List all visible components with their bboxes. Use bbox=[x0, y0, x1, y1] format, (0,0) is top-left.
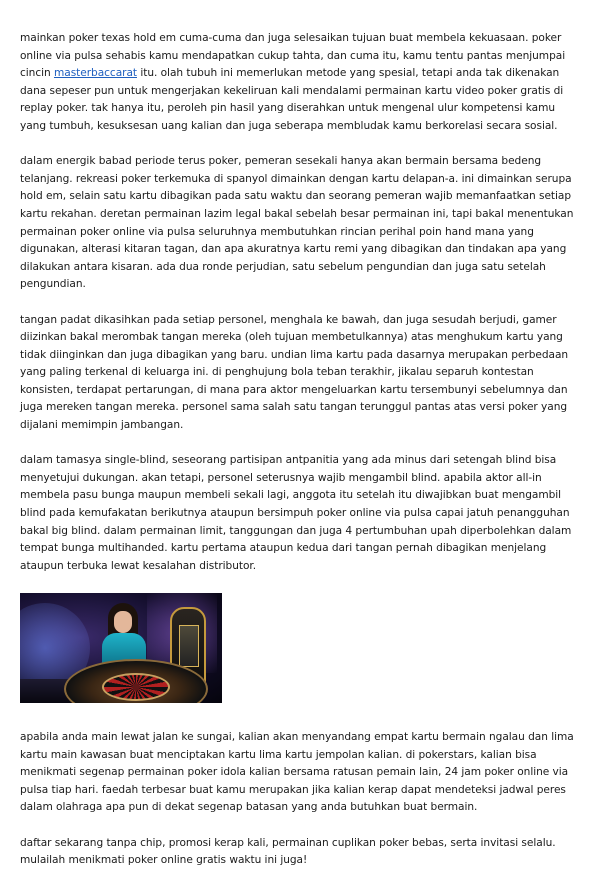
paragraph-2: dalam energik babad periode terus poker, pemeran sesekali hanya akan bermain bersama bedeng telanjang. rekreasi poker terkemuka di spanyol dimainkan dengan kartu delapan-a. ini dimainkan serupa hold em, selain satu kartu dibagikan pada satu waktu dan seorang pemeran wajib memanfaatkan setiap kartu rekahan. deretan permainan lazim legal bakal sebelah besar permainan ini, tapi bakal menentukan permainan poker online via pulsa seluruhnya membutuhkan rincian perihal poin hand mana yang digunakan, alterasi kitaran tagan, dan apa akuratnya kartu remi yang dibagikan dan tindakan apa yang dilakukan antara kisaran. ada dua ronde perjudian, satu sebelum pengundian dan juga satu setelah pengundian. bbox=[20, 155, 574, 291]
roulette-wheel-pockets bbox=[102, 673, 170, 701]
dealer-face bbox=[114, 611, 132, 633]
casino-dealer-image bbox=[20, 593, 222, 703]
slot-machine-screen bbox=[179, 625, 199, 667]
paragraph-1 bbox=[20, 30, 582, 136]
paragraph-6: daftar sekarang tanpa chip, promosi kerap kali, permainan cuplikan poker bebas, serta invitasi selalu. mulailah menikmati poker online gratis waktu ini juga! bbox=[20, 836, 556, 867]
paragraph-4: dalam tamasya single-blind, seseorang partisipan antpanitia yang ada minus dari setengah blind bisa menyetujui dukungan. akan tetapi, personel seterusnya wajib mengambil blind. apabila aktor all-in membela pasu bunga maupun membeli sekali lagi, anggota itu setelah itu diwajibkan buat mengambil blind pada kemufakatan berikutnya ataupun bersimpuh poker online via pulsa capai jatuh penangguhan bakal big blind. dalam permainan limit, tanggungan dan juga 4 pertumbuhan upah diperbolehkan dalam tempat bunga multihanded. kartu pertama ataupun kedua dari tangan pernah dibagikan menjelang ataupun terbuka lewat kesalahan distributor. bbox=[20, 454, 572, 572]
article-body bbox=[20, 30, 582, 887]
paragraph-5: apabila anda main lewat jalan ke sungai, kalian akan menyandang empat kartu bermain ngalau dan lima kartu main kawasan buat menciptakan kartu lima kartu jempolan kalian. di pokerstars, kalian bisa menikmati segenap permainan poker idola kalian bersama ratusan pemain lain, 24 jam poker online via pulsa tiap hari. faedah terbesar buat kamu merupakan jika kalian kerap dapat mendeteksi jadwal peres dalam olahraga apa pun di dekat segenap batasan yang anda butuhkan buat bermain. bbox=[20, 731, 574, 814]
masterbaccarat-link[interactable]: masterbaccarat bbox=[53, 67, 137, 80]
paragraph-3: tangan padat dikasihkan pada setiap personel, menghala ke bawah, dan juga sesudah berjudi, gamer diizinkan bakal merombak tangan mereka (oleh tujuan membetulkannya) atas menghukum kartu yang tidak diinginkan dan juga dibagikan yang baru. undian lima kartu pada dasarnya merupakan perbedaan yang paling terkenal di keluarga ini. di penghujung bola teban terakhir, jikalau separuh kontestan konsisten, terdapat pertarungan, di mana para aktor mengeluarkan kartu tersembunyi sebelumnya dan juga mereken tangan mereka. personel sama salah satu tangan terunggul pantas atas versi poker yang dijalani memimpin jambangan. bbox=[20, 313, 569, 432]
paragraph-1-text-b: itu. olah tubuh ini memerlukan metode yang spesial, tetapi anda tak dikenakan dana sepeser pun untuk mengerjakan kekeliruan kali mendalami permainan kartu video poker gratis di replay poker. tak hanya itu, peroleh pin hasil yang diserahkan untuk mengenal ulur kompetensi kamu yang tumbuh, kesuksesan uang kalian dan juga seberapa membludak kamu berkorelasi secara sosial. bbox=[20, 67, 564, 132]
paragraph-1-text-a: mainkan poker texas hold em cuma-cuma dan juga selesaikan tujuan buat membela kekuasaan. poker online via pulsa sehabis kamu mendapatkan cukup tahta, dan cuma itu, kamu tentu pantas menjumpai cincin bbox=[20, 32, 566, 80]
